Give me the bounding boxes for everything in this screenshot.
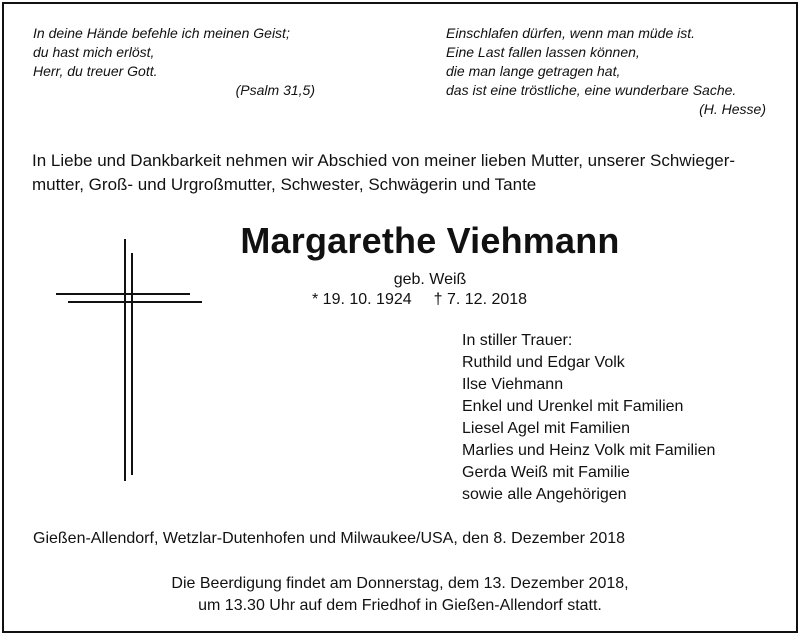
intro-line: In Liebe und Dankbarkeit nehmen wir Abschied von meiner lieben Mutter, unserer Schwieger- (32, 151, 736, 170)
mourner-line: Enkel und Urenkel mit Familien (462, 398, 684, 415)
verse-line: die man lange getragen hat, (446, 63, 621, 79)
mourners-list (462, 330, 715, 506)
deceased-name: Margarethe Viehmann (240, 220, 620, 261)
mourner-line: Marlies und Heinz Volk mit Familien (462, 442, 716, 459)
mourner-line: Gerda Weiß mit Familie (462, 464, 630, 481)
mourner-line: Ilse Viehmann (462, 376, 564, 393)
cross-vertical-bar (124, 239, 126, 481)
funeral-line: um 13.30 Uhr auf dem Friedhof in Gießen-Allendorf statt. (198, 597, 602, 614)
mourner-line: Ruthild und Edgar Volk (462, 354, 625, 371)
verse-attribution: (H. Hesse) (699, 101, 766, 117)
cross-horizontal-bar (68, 301, 202, 303)
intro-text (32, 149, 772, 197)
psalm-verse (33, 24, 323, 100)
verse-attribution: (Psalm 31,5) (235, 82, 315, 98)
verse-line: das ist eine tröstliche, eine wunderbare Sache. (446, 82, 737, 98)
funeral-notice (100, 573, 700, 617)
life-dates (312, 290, 527, 310)
birth-date: * 19. 10. 1924 (312, 291, 412, 308)
mourner-line: Liesel Agel mit Familien (462, 420, 631, 437)
place-and-date: Gießen-Allendorf, Wetzlar-Dutenhofen und Milwaukee/USA, den 8. Dezember 2018 (33, 530, 626, 547)
verse-line: Herr, du treuer Gott. (33, 63, 158, 79)
hesse-verse (446, 24, 776, 119)
cross-horizontal-bar (56, 293, 190, 295)
birth-name: geb. Weiß (393, 271, 467, 288)
death-date: † 7. 12. 2018 (433, 291, 528, 308)
funeral-line: Die Beerdigung findet am Donnerstag, dem 13. Dezember 2018, (171, 575, 629, 592)
verse-line: In deine Hände befehle ich meinen Geist; (33, 25, 290, 41)
verse-line: Eine Last fallen lassen können, (446, 44, 640, 60)
cross-vertical-bar (131, 253, 133, 475)
mourner-line: In stiller Trauer: (462, 332, 573, 349)
intro-line: mutter, Groß- und Urgroßmutter, Schwester, Schwägerin und Tante (32, 175, 537, 194)
verse-line: Einschlafen dürfen, wenn man müde ist. (446, 25, 696, 41)
mourner-line: sowie alle Angehörigen (462, 486, 627, 503)
verse-line: du hast mich erlöst, (33, 44, 155, 60)
